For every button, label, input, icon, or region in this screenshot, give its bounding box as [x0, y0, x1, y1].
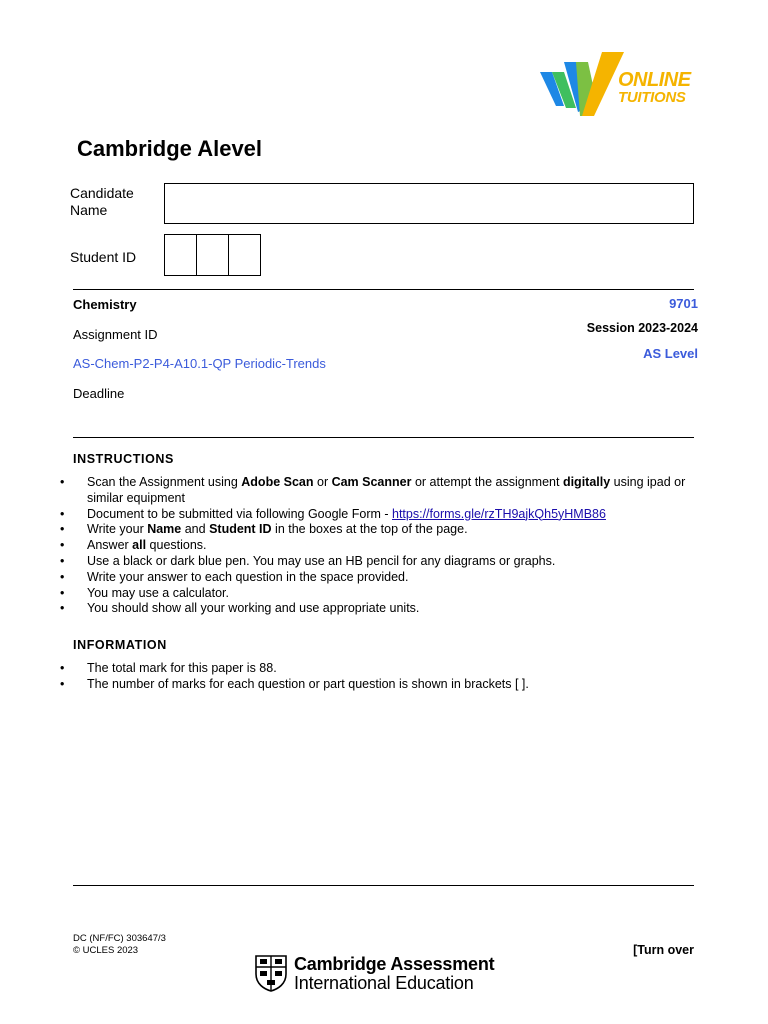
- online-tuitions-logo: [538, 50, 691, 120]
- instruction-text: or attempt the assignment: [411, 475, 563, 489]
- instruction-item: [60, 522, 700, 538]
- instruction-item: [60, 538, 700, 554]
- assignment-id-value: AS-Chem-P2-P4-A10.1-QP Periodic-Trends: [73, 356, 326, 371]
- instructions-heading: INSTRUCTIONS: [73, 452, 174, 466]
- instruction-bold: digitally: [562, 475, 611, 489]
- cambridge-logo: [254, 954, 504, 994]
- student-id-label: Student ID: [70, 249, 137, 265]
- instruction-bold: all: [132, 538, 147, 553]
- instruction-item: [60, 507, 700, 523]
- page-title: Cambridge Alevel: [77, 136, 263, 161]
- google-form-link[interactable]: https://forms.gle/rzTH9ajkQh5yHMB86: [392, 506, 606, 521]
- candidate-name-label-line1: Candidate: [70, 185, 134, 201]
- instructions-list: [60, 475, 700, 617]
- instruction-item: • You may use a calculator.: [60, 586, 700, 602]
- instruction-bold: Name: [147, 522, 182, 537]
- information-list: [60, 661, 700, 693]
- turn-over-label: [Turn over: [633, 943, 694, 957]
- information-heading: INFORMATION: [73, 638, 167, 652]
- instruction-text: Scan the Assignment using: [87, 475, 242, 489]
- deadline-label: Deadline: [73, 386, 125, 401]
- student-id-box-2[interactable]: [196, 234, 229, 276]
- divider-mid: [73, 437, 694, 438]
- instruction-text: questions.: [146, 538, 207, 553]
- information-item: • The number of marks for each question or part question is shown in brackets [ ].: [60, 677, 700, 693]
- cambridge-shield-icon: [254, 954, 288, 992]
- instruction-item: • Use a black or dark blue pen. You may use an HB pencil for any diagrams or graphs.: [60, 554, 700, 570]
- document-code: DC (NF/FC) 303647/3: [73, 933, 166, 944]
- student-id-box-1[interactable]: [164, 234, 197, 276]
- instruction-bold: Student ID: [209, 522, 272, 537]
- assignment-id-label: Assignment ID: [73, 327, 158, 342]
- student-id-box-3[interactable]: [228, 234, 261, 276]
- instruction-item: • Write your answer to each question in the space provided.: [60, 570, 700, 586]
- syllabus-code: 9701: [669, 296, 698, 311]
- logo-line1: ONLINE: [618, 69, 691, 91]
- instruction-item: • You should show all your working and use appropriate units.: [60, 601, 700, 617]
- session-label: Session 2023-2024: [586, 321, 698, 335]
- instruction-text: Document to be submitted via following Google Form -: [87, 506, 392, 521]
- subject-label: Chemistry: [73, 297, 137, 312]
- instruction-text: and: [181, 522, 210, 537]
- instruction-text: Answer: [87, 538, 133, 553]
- instruction-text: using ipad or similar equipment: [87, 475, 686, 505]
- candidate-name-field[interactable]: [164, 183, 694, 224]
- instruction-text: in the boxes at the top of the page.: [271, 522, 468, 537]
- information-item: • The total mark for this paper is 88.: [60, 661, 700, 677]
- candidate-name-label: [70, 185, 134, 219]
- copyright: © UCLES 2023: [73, 945, 139, 956]
- instruction-item: [60, 475, 700, 507]
- org-name-line2: International Education: [294, 973, 474, 993]
- student-id-field: [164, 234, 261, 276]
- instruction-bold: Cam Scanner: [331, 475, 412, 489]
- logo-w-icon: [538, 50, 628, 120]
- logo-line2: TUITIONS: [618, 89, 686, 106]
- org-name-line1: Cambridge Assessment: [294, 954, 495, 974]
- candidate-name-label-line2: Name: [70, 202, 108, 218]
- instruction-text: Write your: [87, 522, 148, 537]
- instruction-bold: Adobe Scan: [241, 475, 314, 489]
- level-label: AS Level: [643, 346, 698, 361]
- instruction-text: or: [313, 475, 332, 489]
- divider-top: [73, 289, 694, 290]
- divider-bottom: [73, 885, 694, 886]
